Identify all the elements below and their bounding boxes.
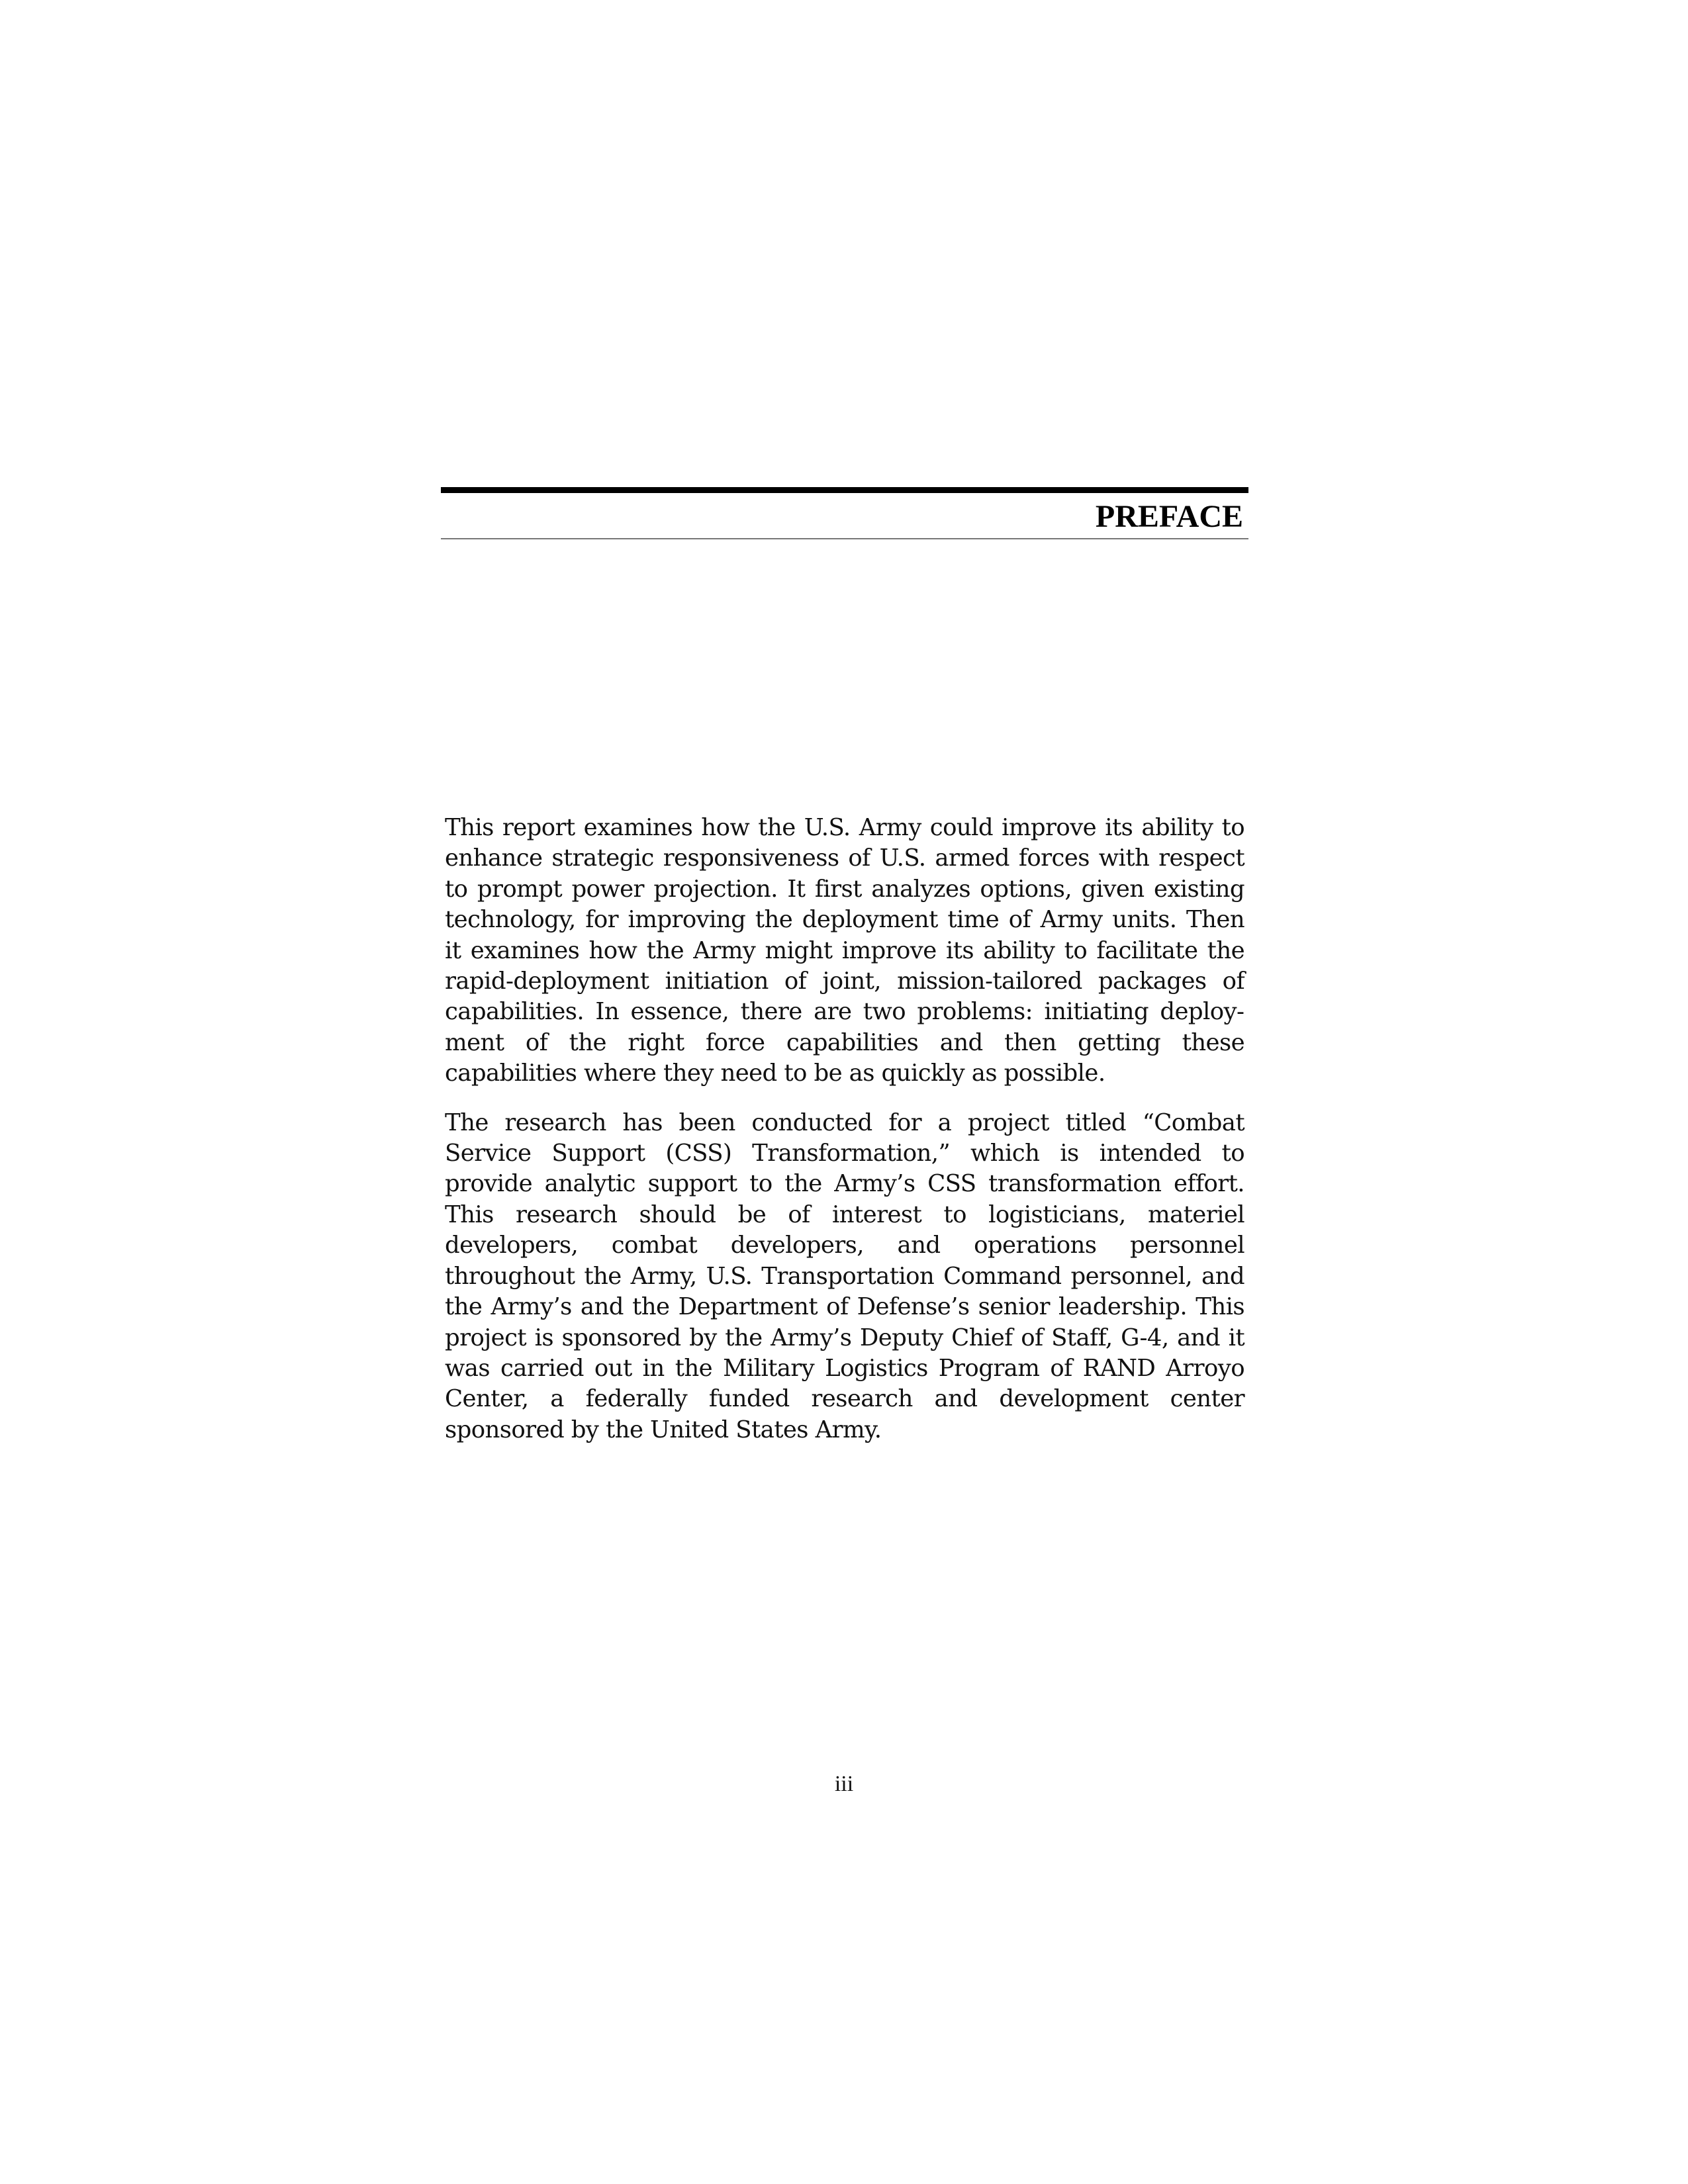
chapter-header bbox=[441, 487, 1248, 539]
page-number: iii bbox=[834, 1772, 854, 1796]
paragraph-2: The research has been conducted for a project titled “Combat Service Support (CSS) Transformation,” which is intended to provide analytic support to the Army’s CSS transformation effort. This research should be of interest to logisticians, materiel developers, combat developers, and operations personnel throughout the Army, U.S. Transportation Command personnel, and the Army’s and the Department of Defense’s senior leadership. This project is sponsored by the Army’s Deputy Chief of Staff, G-4, and it was carried out in the Military Logistics Program of RAND Arroyo Center, a federally funded research and development center sponsored by the United States Army. bbox=[445, 1109, 1244, 1443]
preface-body bbox=[445, 813, 1244, 1464]
paragraph-1: This report examines how the U.S. Army could improve its ability to enhance strategic responsiveness of U.S. armed forces with respect to prompt power projection. It first analyzes options, given existing technology, for improving the deployment time of Army units. Then it examines how the Army might improve its ability to facilitate the rapid-deployment initiation of joint, mission-tailored packages of capabilities. In essence, there are two problems: initiating deployment of the right force capabilities and then getting these capabilities where they need to be as quickly as possible. bbox=[445, 814, 1244, 1087]
header-top-rule bbox=[441, 487, 1248, 493]
page-title: PREFACE bbox=[1095, 499, 1243, 534]
header-bottom-rule bbox=[441, 538, 1248, 539]
